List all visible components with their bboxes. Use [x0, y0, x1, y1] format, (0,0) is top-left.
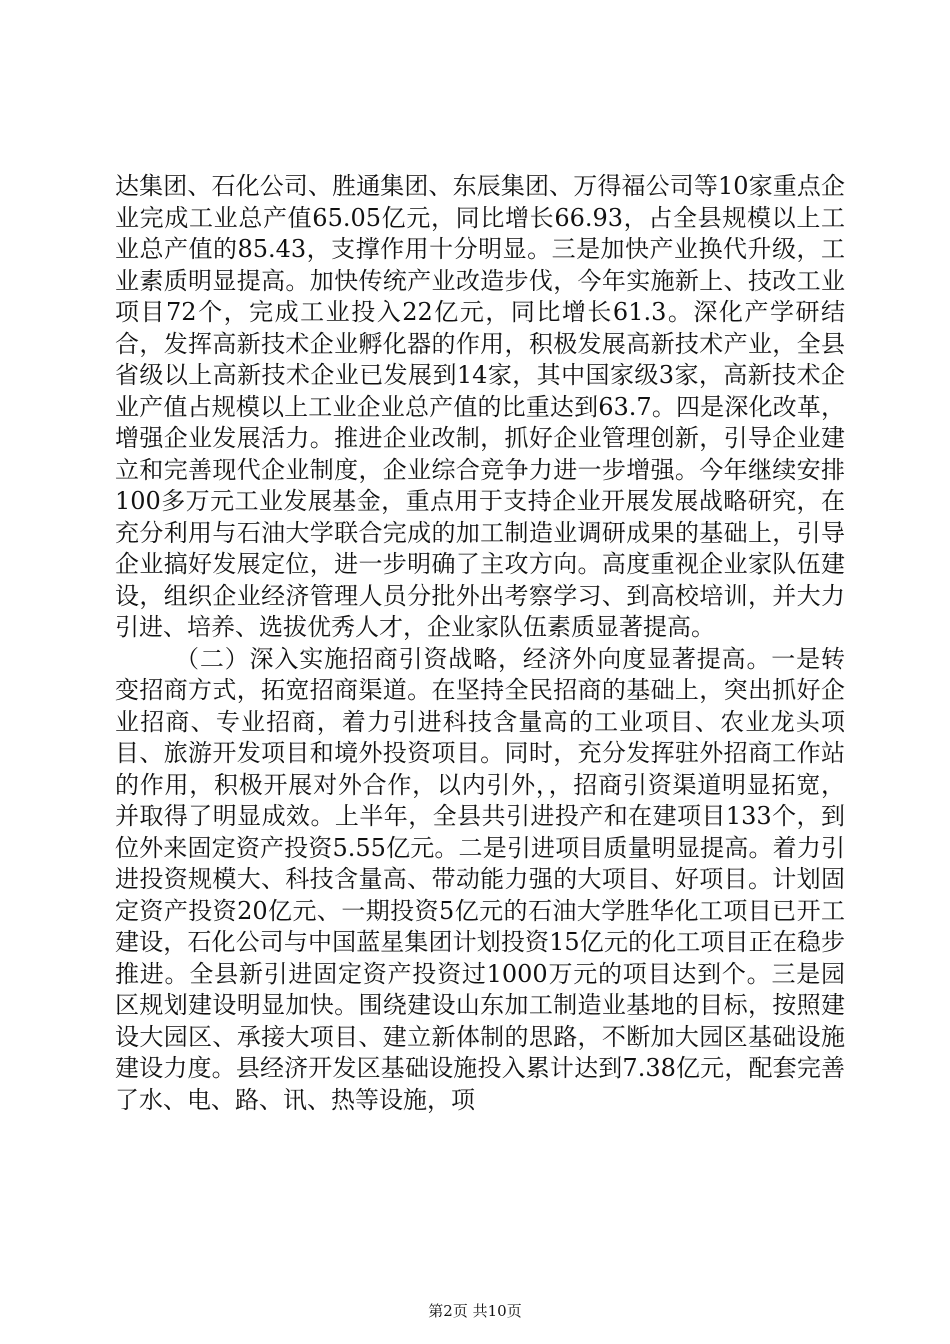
- body-text: [115, 171, 845, 1116]
- page-number: 第2页 共10页: [428, 1302, 522, 1320]
- paragraph-industry: 达集团、石化公司、胜通集团、东辰集团、万得福公司等10家重点企业完成工业总产值65.05亿元，同比增长66.93，占全县规模以上工业总产值的85.43，支撑作用十分明显。三是加快产业换代升级，工业素质明显提高。加快传统产业改造步伐，今年实施新上、技改工业项目72个，完成工业投入22亿元，同比增长61.3。深化产学研结合，发挥高新技术企业孵化器的作用，积极发展高新技术产业，全县省级以上高新技术企业已发展到14家，其中国家级3家，高新技术企业产值占规模以上工业企业总产值的比重达到63.7。四是深化改革，增强企业发展活力。推进企业改制，抓好企业管理创新，引导企业建立和完善现代企业制度，企业综合竞争力进一步增强。今年继续安排100多万元工业发展基金，重点用于支持企业开展发展战略研究，在充分利用与石油大学联合完成的加工制造业调研成果的基础上，引导企业搞好发展定位，进一步明确了主攻方向。高度重视企业家队伍建设，组织企业经济管理人员分批外出考察学习、到高校培训，并大力引进、培养、选拔优秀人才，企业家队伍素质显著提高。: [115, 172, 845, 641]
- paragraph-investment: （二）深入实施招商引资战略，经济外向度显著提高。一是转变招商方式，拓宽招商渠道。在坚持全民招商的基础上，突出抓好企业招商、专业招商，着力引进科技含量高的工业项目、农业龙头项目、旅游开发项目和境外投资项目。同时，充分发挥驻外招商工作站的作用，积极开展对外合作，以内引外，，招商引资渠道明显拓宽，并取得了明显成效。上半年，全县共引进投产和在建项目133个，到位外来固定资产投资5.55亿元。二是引进项目质量明显提高。着力引进投资规模大、科技含量高、带动能力强的大项目、好项目。计划固定资产投资20亿元、一期投资5亿元的石油大学胜华化工项目已开工建设，石化公司与中国蓝星集团计划投资15亿元的化工项目正在稳步推进。全县新引进固定资产投资过1000万元的项目达到个。三是园区规划建设明显加快。围绕建设山东加工制造业基地的目标，按照建设大园区、承接大项目、建立新体制的思路，不断加大园区基础设施建设力度。县经济开发区基础设施投入累计达到7.38亿元，配套完善了水、电、路、讯、热等设施，项: [115, 644, 845, 1114]
